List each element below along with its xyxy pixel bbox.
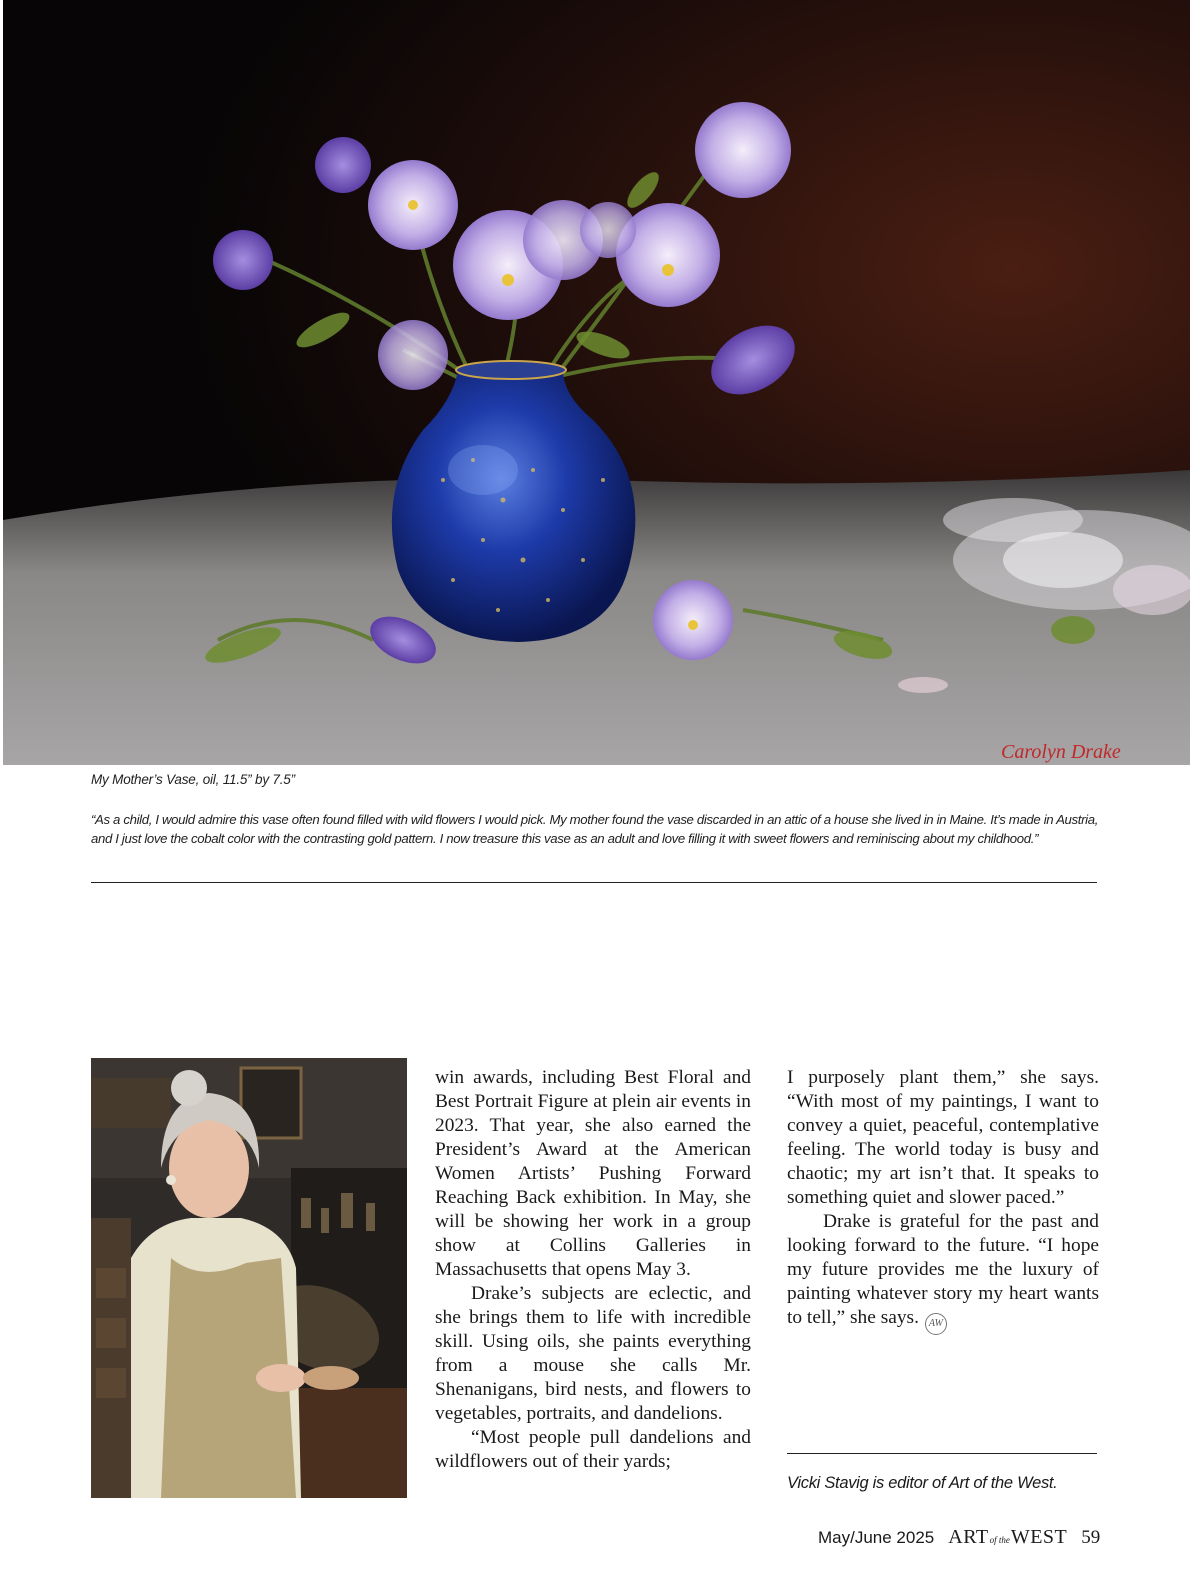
artist-portrait-photo xyxy=(91,1058,407,1498)
caption-divider xyxy=(91,882,1097,883)
logo-west: WEST xyxy=(1010,1526,1068,1548)
bio-divider xyxy=(787,1453,1097,1454)
painting-my-mothers-vase xyxy=(3,0,1190,765)
caption-quote: “As a child, I would admire this vase often found filled with wild flowers I would pick. My mother found the vase discarded in an attic of a house she lived in in Maine. It’s made in Austria, and I just love the cobalt color with the contrasting gold pattern. I now treasure this vase as an adult and love filling it with sweet flowers and reminiscing about my childhood.” xyxy=(91,812,1099,846)
article-paragraph: “Most people pull dandelions and wildflowers out of their yards; xyxy=(435,1427,751,1472)
page-footer xyxy=(818,1526,1108,1554)
article-column-2 xyxy=(787,1066,1099,1335)
logo-art: ART xyxy=(948,1526,989,1548)
article-paragraph: Drake’s subjects are eclectic, and she brings them to life with incredible skill. Using oils, she paints everything from a mouse she calls Mr. Shenanigans, bird nests, and flowers to vegetables, portraits, and dandelions. xyxy=(435,1283,751,1424)
magazine-logo xyxy=(948,1526,1067,1549)
end-mark-icon: AW xyxy=(925,1313,947,1335)
article-paragraph: win awards, including Best Floral and Best Portrait Figure at plein air events in 2023. That year, she also earned the President’s Award at the American Women Artists’ Pushing Forward Reaching Back exhibition. In May, she will be showing her work in a group show at Collins Galleries in Massachusetts that opens May 3. xyxy=(435,1067,751,1280)
author-bio: Vicki Stavig is editor of Art of the West. xyxy=(787,1474,1058,1492)
caption-title: My Mother’s Vase, oil, 11.5” by 7.5” xyxy=(91,772,295,787)
page-number: 59 xyxy=(1081,1527,1101,1548)
issue-date: May/June 2025 xyxy=(818,1528,935,1547)
article-final-text: Drake is grateful for the past and looking forward to the future. “I hope my future provides me the luxury of painting whatever story my heart wants to tell,” she says. xyxy=(787,1211,1099,1328)
painting-artwork xyxy=(3,0,1190,765)
logo-of-the: of the xyxy=(989,1535,1010,1545)
article-paragraph: I purposely plant them,” she says. “With most of my paintings, I want to convey a quiet, peaceful, contemplative feeling. The world today is busy and chaotic; my art isn’t that. It speaks to something quiet and slower paced.” xyxy=(787,1067,1099,1208)
portrait-artwork xyxy=(91,1058,407,1498)
painting-signature: Carolyn Drake xyxy=(1001,741,1121,763)
article-column-1 xyxy=(435,1066,751,1474)
article-paragraph-final xyxy=(787,1210,1099,1335)
